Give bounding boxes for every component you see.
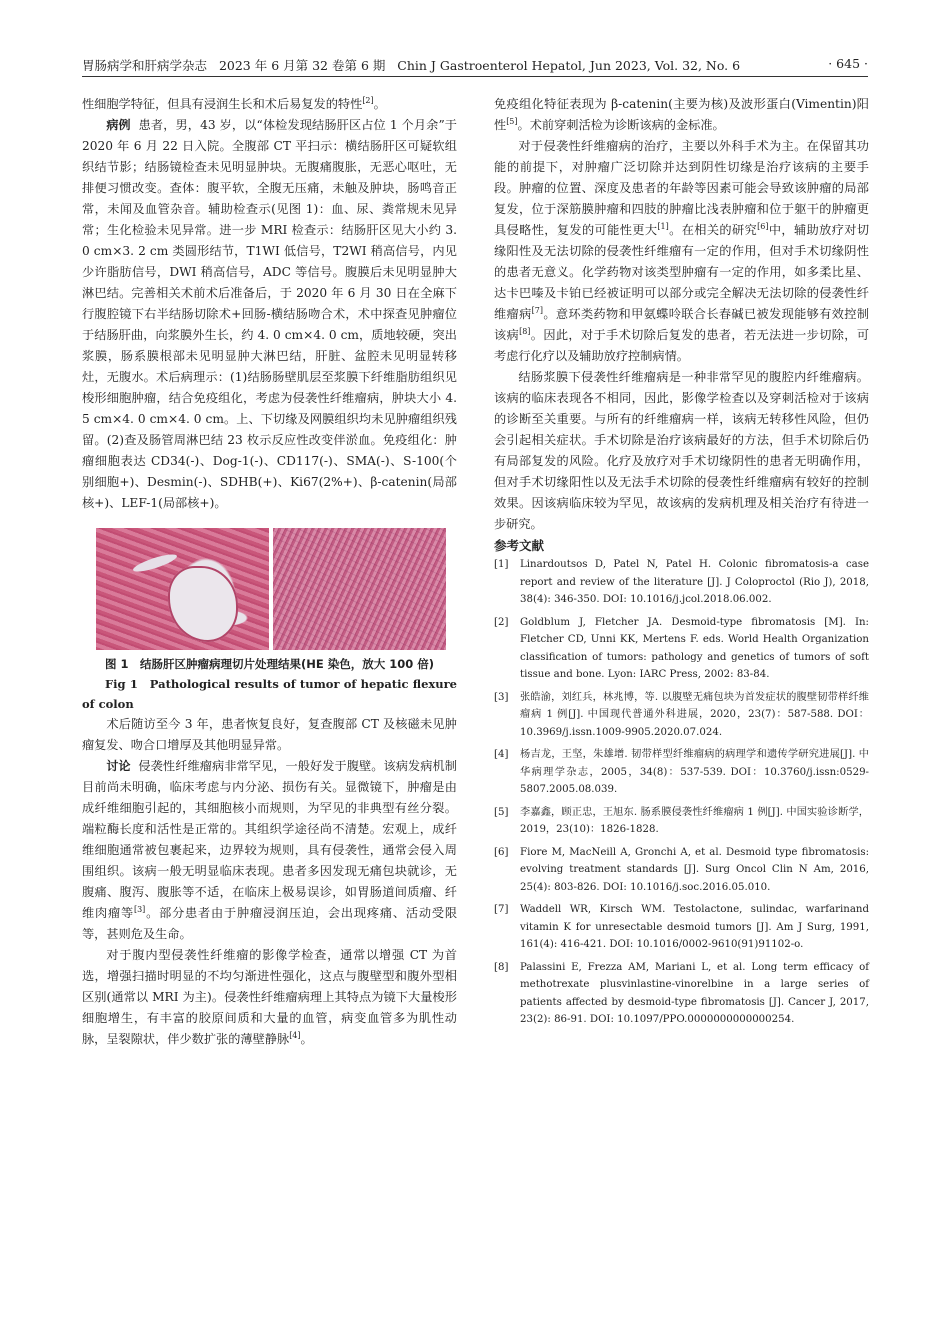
figure-caption-zh: 图 1 结肠肝区肿瘤病理切片处理结果(HE 染色，放大 100 倍) <box>105 657 435 671</box>
citation-6[interactable]: [6] <box>757 221 769 231</box>
reference-item: [4] 杨吉龙，王坚，朱雄增. 韧带样型纤维瘤病的病理学和遗传学研究进展[J]. 中华病理学杂志，2005，34(8)：537-539. DOI：10.3760/j.issn:0529-5807.2005.08.039. <box>494 749 869 795</box>
discussion-paragraph: 讨论 侵袭性纤维瘤病非常罕见，一般好发于腹壁。该病发病机制目前尚未明确，临床考虑与内分泌、损伤有关。显微镜下，肿瘤是由成纤维细胞引起的，其细胞核小而规则，为罕见的非典型有丝分裂。端粒酶长度和活性是正常的。其组织学途径尚不清楚。宏观上，成纤维细胞通常被包裹起来，边界较为规则，具有侵袭性，通常会侵入周围组织。该病一般无明显临床表现。患者多因发现无痛包块就诊，无腹痛、腹泻、腹胀等不适，在临床上极易误诊，如胃肠道间质瘤、纤维肉瘤等[3]。部分患者由于肿瘤浸润压迫，会出现疼痛、活动受限等，甚则危及生命。 <box>82 759 458 941</box>
issue-en: Chin J Gastroenterol Hepatol, Jun 2023, Vol. 32, No. 6 <box>397 58 741 73</box>
reference-item: [6] Fiore M, MacNeill A, Gronchi A, et al. Desmoid type fibromatosis: evolving treatment standards [J]. Surg Oncol Clin N Am, 2016, 25(4): 803-826. DOI: 10.1016/j.soc.2016.05.010. <box>494 846 869 893</box>
discussion-label: 讨论 <box>106 759 131 773</box>
right-column <box>494 94 869 1034</box>
histology-image-left <box>96 528 269 650</box>
header-left <box>82 56 740 74</box>
page-number: · 645 · <box>828 56 868 71</box>
issue-cn: 2023 年 6 月第 32 卷第 6 期 <box>218 58 386 73</box>
references-heading: 参考文献 <box>494 538 545 553</box>
case-text: 患者，男，43 岁，以“体检发现结肠肝区占位 1 个月余”于 2020 年 6 月 22 日入院。全腹部 CT 平扫示：横结肠肝区可疑软组织结节影；结肠镜检查未见明显肿块。无腹痛腹胀，无恶心呕吐，无排便习惯改变。查体：腹平软，全腹无压痛，未触及肿块，肠鸣音正常，未闻及血管杂音。辅助检查示(见图 1)：血、尿、粪常规未见异常；生化检验未见异常。进一步 MRI 检查示：结肠肝区见大小约 3. 0 cm×3. 2 cm 类圆形结节，T1WI 低信号，T2WI 稍高信号，内见少许脂肪信号，DWI 稍高信号，ADC 等信号。腹膜后未见明显肿大淋巴结。完善相关术前术后准备后，于 2020 年 6 月 30 日在全麻下行腹腔镜下右半结肠切除术+回肠-横结肠吻合术，术中探查见肿瘤位于结肠肝曲，向浆膜外生长，约 4. 0 cm×4. 0 cm，质地较硬，突出浆膜，肠系膜根部未见明显肿大淋巴结，肝脏、盆腔未见明显转移灶，无腹水。术后病理示：(1)结肠肠壁肌层至浆膜下纤维脂肪组织见梭形细胞肿瘤，结合免疫组化，考虑为侵袭性纤维瘤病，肿块大小 4. 5 cm×4. 0 cm×4. 0 cm。上、下切缘及网膜组织均未见肿瘤组织残留。(2)查及肠管周淋巴结 23 枚示反应性改变伴淤血。免疫组化：肿瘤细胞表达 CD34(-)、Dog-1(-)、CD117(-)、SMA(-)、S-100(个别细胞+)、Desmin(-)、SDHB(+)、Ki67(2%+)、β-catenin(局部核+)、LEF-1(局部核+)。 <box>82 118 457 510</box>
header-rule <box>82 76 868 77</box>
citation-5[interactable]: [5] <box>506 116 518 126</box>
citation-2[interactable]: [2] <box>362 95 374 105</box>
running-header <box>82 56 868 74</box>
reference-item: [7] Waddell WR, Kirsch WM. Testolactone, sulindac, warfarinand vitamin K for unresectable desmoid tumors [J]. Am J Surg, 1991, 161(4): 416-421. DOI: 10.1016/0002-9610(91)91102-o. <box>494 904 869 950</box>
journal-name-cn: 胃肠病学和肝病学杂志 <box>82 58 208 73</box>
citation-3[interactable]: [3] <box>133 904 146 914</box>
reference-item: [2] Goldblum J, Fletcher JA. Desmoid-type fibromatosis [M]. In: Fletcher CD, Unni KK, Mertens F. eds. World Health Organization classification of tumors: pathology and genetics of tumors of soft tissue and bone. Lyon: IARC Press, 2002: 83-84. <box>494 616 869 680</box>
imaging-paragraph: 对于腹内型侵袭性纤维瘤的影像学检查，通常以增强 CT 为首选，增强扫描时明显的不均匀渐进性强化，这点与腹壁型和腹外型相区别(通常以 MRI 为主)。侵袭性纤维瘤病理上其特点为镜下大量梭形细胞增生，有丰富的胶原间质和大量的血管，病变血管多为肌性动脉，呈裂隙状，伴少数扩张的薄壁静脉[4]。 <box>82 948 457 1046</box>
reference-item: [1] Linardoutsos D, Patel N, Patel H. Colonic fibromatosis-a case report and review of the literature [J]. J Coloproctol (Rio J), 2018, 38(4): 346-350. DOI: 10.1016/j.jcol.2018.06.002. <box>494 559 869 605</box>
reference-item: [8] Palassini E, Frezza AM, Mariani L, et al. Long term efficacy of methotrexate plusvinlastine-vinorelbine in a large series of patients affected by desmoid-type fibromatosis [J]. Cancer J, 2017, 23(2): 86-91. DOI: 10.1097/PPO.0000000000000254. <box>494 961 869 1025</box>
figure-caption-en: Fig 1 Pathological results of tumor of hepatic flexure of colon <box>82 677 457 711</box>
left-column <box>82 94 457 1050</box>
figure-1 <box>96 528 446 650</box>
treatment-paragraph: 对于侵袭性纤维瘤病的治疗，主要以外科手术为主。在保留其功能的前提下，对肿瘤广泛切除并达到阴性切缘是治疗该病的主要手段。肿瘤的位置、深度及患者的年龄等因素可能会导致该肿瘤的局部复发，位于深筋膜肿瘤和四肢的肿瘤比浅表肿瘤和位于躯干的肿瘤更具侵略性，复发的可能性更大[1]。在相关的研究[6]中，辅助放疗对切缘阳性及无法切除的侵袭性纤维瘤有一定的作用，但对手术切缘阴性的患者无意义。化学药物对该类型肿瘤有一定的作用，如多柔比星、达卡巴嗪及卡铂已经被证明可以部分或完全解决无法切除的侵袭性纤维瘤病[7]。意环类药物和甲氨蝶呤联合长春碱已被发现能够有效控制该病[8]。因此，对于手术切除后复发的患者，若无法进一步切除，可考虑行化疗以及辅助放疗控制病情。 <box>494 139 870 363</box>
citation-1[interactable]: [1] <box>657 221 669 231</box>
reference-list <box>494 556 869 1029</box>
case-report-paragraph <box>82 115 457 514</box>
followup-paragraph: 术后随访至今 3 年，患者恢复良好，复查腹部 CT 及核磁未见肿瘤复发、吻合口增厚及其他明显异常。 <box>82 717 457 752</box>
paragraph-continuation: 性细胞学特征，但具有浸润生长和术后易复发的特性[2]。 <box>82 95 386 111</box>
reference-item: [3] 张皓渝，刘红兵，林兆博，等. 以腹壁无痛包块为首发症状的腹壁韧带样纤维瘤病 1 例[J]. 中国现代普通外科进展，2020，23(7)：587-588. DOI：10.3969/j.issn.1009-9905.2020.07.024. <box>494 691 869 738</box>
conclusion-paragraph: 结肠浆膜下侵袭性纤维瘤病是一种非常罕见的腹腔内纤维瘤病。该病的临床表现各不相同，因此，影像学检查以及穿刺活检对于该病的诊断至关重要。与所有的纤维瘤病一样，该病无转移性风险，但仍会引起相关症状。手术切除是治疗该病最好的方法，但手术切除后仍有局部复发的风险。化疗及放疗对手术切缘阴性的患者无明确作用，但对手术切缘阳性以及无法手术切除的侵袭性纤维瘤病有较好的控制效果。因该病临床较为罕见，故该病的发病机理及相关治疗有待进一步研究。 <box>494 370 869 531</box>
reference-item: [5] 李嘉鑫，顾正忠，王旭东. 肠系膜侵袭性纤维瘤病 1 例[J]. 中国实验诊断学，2019，23(10)：1826-1828. <box>494 806 869 835</box>
citation-8[interactable]: [8] <box>519 326 531 336</box>
immuno-paragraph: 免疫组化特征表现为 β-catenin(主要为核)及波形蛋白(Vimentin)阳性[5]。术前穿刺活检为诊断该病的金标准。 <box>494 97 869 132</box>
case-label: 病例 <box>106 118 131 132</box>
histology-image-right <box>273 528 446 650</box>
citation-7[interactable]: [7] <box>531 305 543 315</box>
citation-4[interactable]: [4] <box>289 1030 301 1040</box>
